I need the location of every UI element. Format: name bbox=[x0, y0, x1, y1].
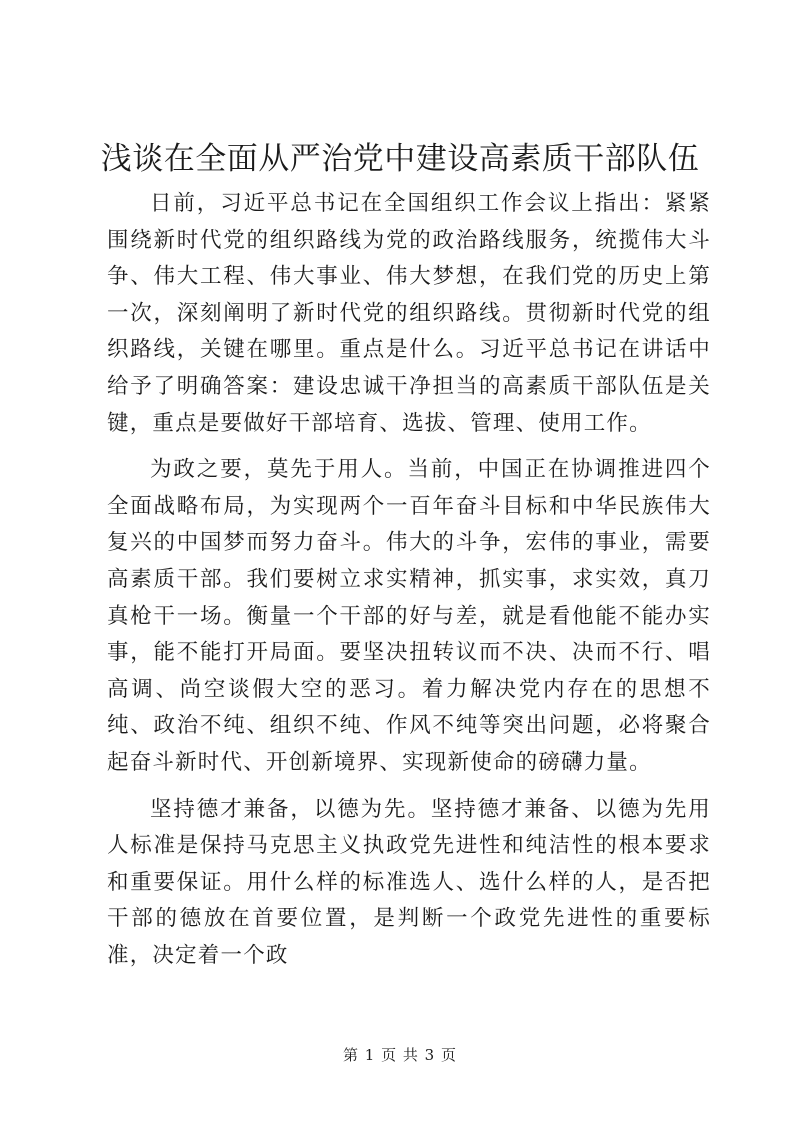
document-body bbox=[107, 186, 711, 984]
page-footer: 第 1 页 共 3 页 bbox=[343, 1046, 457, 1064]
paragraph-2: 为政之要，莫先于用人。当前，中国正在协调推进四个全面战略布局，为实现两个一百年奋斗目标和中华民族伟大复兴的中国梦而努力奋斗。伟大的斗争，宏伟的事业，需要高素质干部。我们要树立求实精神，抓实事，求实效，真刀真枪干一场。衡量一个干部的好与差，就是看他能不能办实事，能不能打开局面。要坚决扭转议而不决、决而不行、唱高调、尚空谈假大空的恶习。着力解决党内存在的思想不纯、政治不纯、组织不纯、作风不纯等突出问题，必将聚合起奋斗新时代、开创新境界、实现新使命的磅礴力量。 bbox=[107, 457, 711, 775]
paragraph-1: 日前，习近平总书记在全国组织工作会议上指出：紧紧围绕新时代党的组织路线为党的政治路线服务，统揽伟大斗争、伟大工程、伟大事业、伟大梦想，在我们党的历史上第一次，深刻阐明了新时代党的组织路线。贯彻新时代党的组织路线，关键在哪里。重点是什么。习近平总书记在讲话中给予了明确答案：建设忠诚干净担当的高素质干部队伍是关键，重点是要做好干部培育、选拔、管理、使用工作。 bbox=[107, 191, 711, 436]
paragraph-3: 坚持德才兼备，以德为先。坚持德才兼备、以德为先用人标准是保持马克思主义执政党先进性和纯洁性的根本要求和重要保证。用什么样的标准选人、选什么样的人，是否把干部的德放在首要位置，是判断一个政党先进性的重要标准，决定着一个政 bbox=[107, 796, 711, 968]
document-title: 浅谈在全面从严治党中建设高素质干部队伍 bbox=[100, 141, 700, 177]
